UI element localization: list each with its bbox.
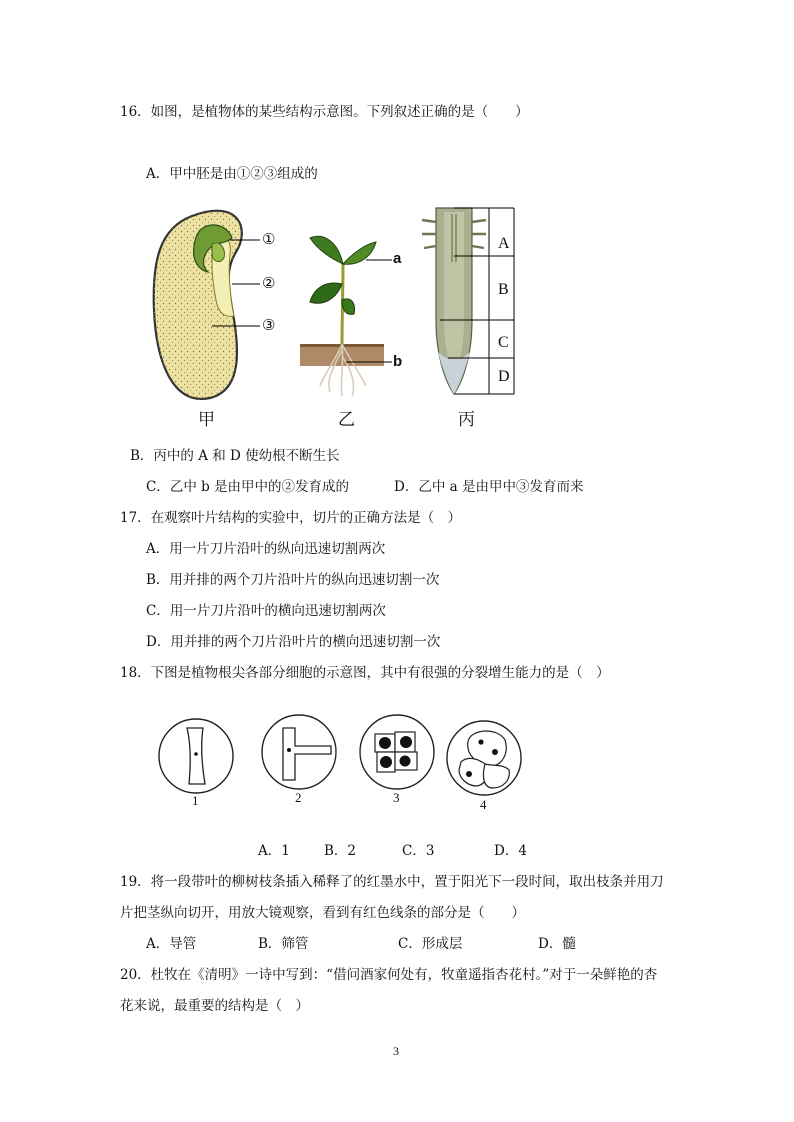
seed-label-2: ② [262,274,276,292]
seedling-label-b: b [393,353,403,370]
page-number: 3 [393,1044,399,1058]
q18-option-d: D．4 [494,843,527,859]
q19-stem-line2: 片把茎纵向切开，用放大镜观察，看到有红色线条的部分是（ ） [120,905,525,921]
q17-option-c: C．用一片刀片沿叶的横向迅速切割两次 [146,603,386,619]
q16-option-b: B．丙中的 A 和 D 使幼根不断生长 [130,448,340,464]
seedling-illustration [296,220,406,405]
root-zone-label-d: D [498,368,510,385]
seedling-caption: 乙 [338,410,355,430]
q18-option-c: C．3 [402,843,435,859]
q17-option-d: D．用并排的两个刀片沿叶片的横向迅速切割一次 [146,634,441,650]
q17-option-b: B．用并排的两个刀片沿叶片的纵向迅速切割一次 [146,572,440,588]
q19-stem-line1: 19．将一段带叶的柳树枝条插入稀释了的红墨水中，置于阳光下一段时间，取出枝条并用刀 [120,874,664,890]
root-zone-label-b: B [498,281,509,298]
root-zone-label-a: A [498,235,510,252]
q16-option-d: D．乙中 a 是由甲中③发育而来 [394,479,584,495]
cell-label-2: 2 [295,790,302,805]
seed-label-1: ① [262,230,276,248]
q18-option-b: B．2 [324,843,357,859]
root-cells-illustration [155,712,535,816]
seedling-figure [296,220,406,405]
q17-option-a: A．用一片刀片沿叶的纵向迅速切割两次 [146,541,386,557]
q19-option-a: A．导管 [146,936,197,952]
q16-stem: 16．如图，是植物体的某些结构示意图。下列叙述正确的是（ ） [120,104,529,120]
seed-label-3: ③ [262,316,276,334]
q19-option-c: C．形成层 [398,936,463,952]
q17-stem: 17．在观察叶片结构的实验中，切片的正确方法是（ ） [120,510,462,526]
q16-option-c: C．乙中 b 是由甲中的②发育成的 [146,479,350,495]
seedling-label-a: a [393,250,402,267]
q18-option-a: A．1 [258,843,290,859]
seed-caption: 甲 [198,410,215,430]
cell-label-3: 3 [393,790,400,805]
q19-option-d: D．髓 [538,936,576,952]
q16-option-a: A．甲中胚是由①②③组成的 [146,166,318,182]
q18-stem: 18．下图是植物根尖各部分细胞的示意图，其中有很强的分裂增生能力的是（ ） [120,665,610,681]
cell-label-4: 4 [480,797,487,812]
root-tip-caption: 丙 [458,410,475,430]
cell-label-1: 1 [192,793,199,808]
q20-stem-line2: 花来说，最重要的结构是（ ） [120,998,309,1014]
root-zone-label-c: C [498,334,509,351]
q19-option-b: B．筛管 [258,936,309,952]
root-cells-figure [155,712,535,816]
q20-stem-line1: 20．杜牧在《清明》一诗中写到：“借问酒家何处有，牧童遥指杏花村。”对于一朵鲜艳的杏 [120,967,658,983]
